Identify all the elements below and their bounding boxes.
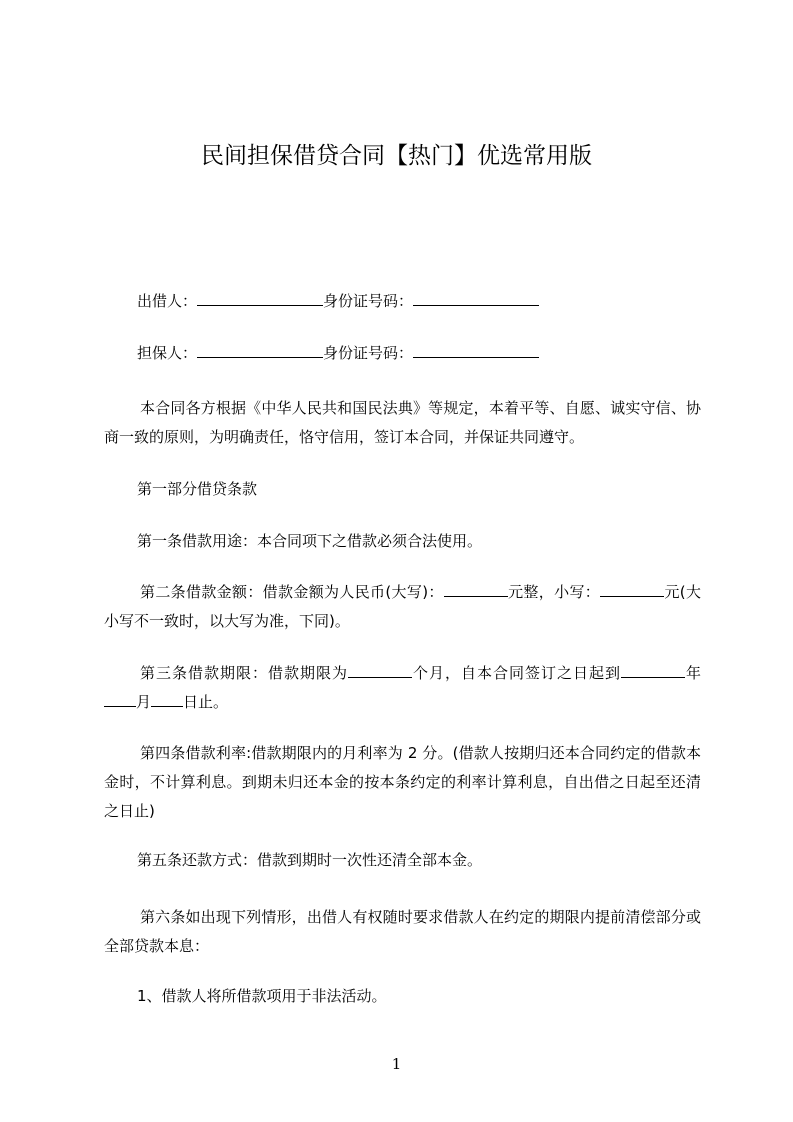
article-4: 第四条借款利率:借款期限内的月利率为 2 分。(借款人按期归还本合同约定的借款本金时，不计算利息。到期未归还本金的按本条约定的利率计算利息，自出借之日起至还清之日止) [104, 744, 701, 820]
item-1: 1、借款人将所借款项用于非法活动。 [137, 987, 387, 1005]
page-number: 1 [391, 1055, 402, 1073]
article-2 [104, 578, 701, 636]
guarantor-id-blank [413, 343, 539, 358]
article-3-text-1: 第三条借款期限：借款期限为 [140, 664, 348, 682]
lender-id-blank [413, 291, 539, 306]
article-5: 第五条还款方式：借款到期时一次性还清全部本金。 [137, 851, 483, 869]
article-3 [104, 659, 701, 717]
article-1: 第一条借款用途：本合同项下之借款必须合法使用。 [137, 532, 483, 550]
term-months-blank [348, 663, 412, 678]
article-3-text-4: 月 [136, 693, 152, 711]
article-6: 第六条如出现下列情形，出借人有权随时要求借款人在约定的期限内提前清偿部分或全部贷款本息： [104, 908, 701, 955]
guarantor-name-blank [197, 343, 323, 358]
lender-id-label: 身份证号码： [323, 292, 414, 310]
end-day-blank [151, 692, 183, 707]
guarantor-line [137, 342, 539, 364]
article-2-text-2: 元整，小写： [507, 583, 601, 601]
article-3-text-2: 个月，自本合同签订之日起到 [411, 664, 621, 682]
lender-label: 出借人： [137, 292, 198, 310]
end-month-blank [104, 692, 136, 707]
lender-line [137, 290, 539, 312]
article-2-text-1: 第二条借款金额：借款金额为人民币(大写)： [140, 583, 444, 601]
document-title: 民间担保借贷合同【热门】优选常用版 [201, 143, 592, 169]
amount-lowercase-blank [600, 582, 664, 597]
article-3-text-5: 日止。 [183, 693, 229, 711]
article-3-text-3: 年 [684, 664, 701, 682]
amount-uppercase-blank [444, 582, 508, 597]
article-2-text-3: 元(大小写不一致时，以大写为准，下同)。 [104, 583, 701, 630]
guarantor-id-label: 身份证号码： [323, 344, 414, 362]
part-one-heading: 第一部分借贷条款 [137, 480, 258, 498]
lender-name-blank [197, 291, 323, 306]
guarantor-label: 担保人： [137, 344, 198, 362]
preamble-paragraph: 本合同各方根据《中华人民共和国民法典》等规定，本着平等、自愿、诚实守信、协商一致的原则，为明确责任，恪守信用，签订本合同，并保证共同遵守。 [104, 399, 701, 446]
end-year-blank [621, 663, 685, 678]
